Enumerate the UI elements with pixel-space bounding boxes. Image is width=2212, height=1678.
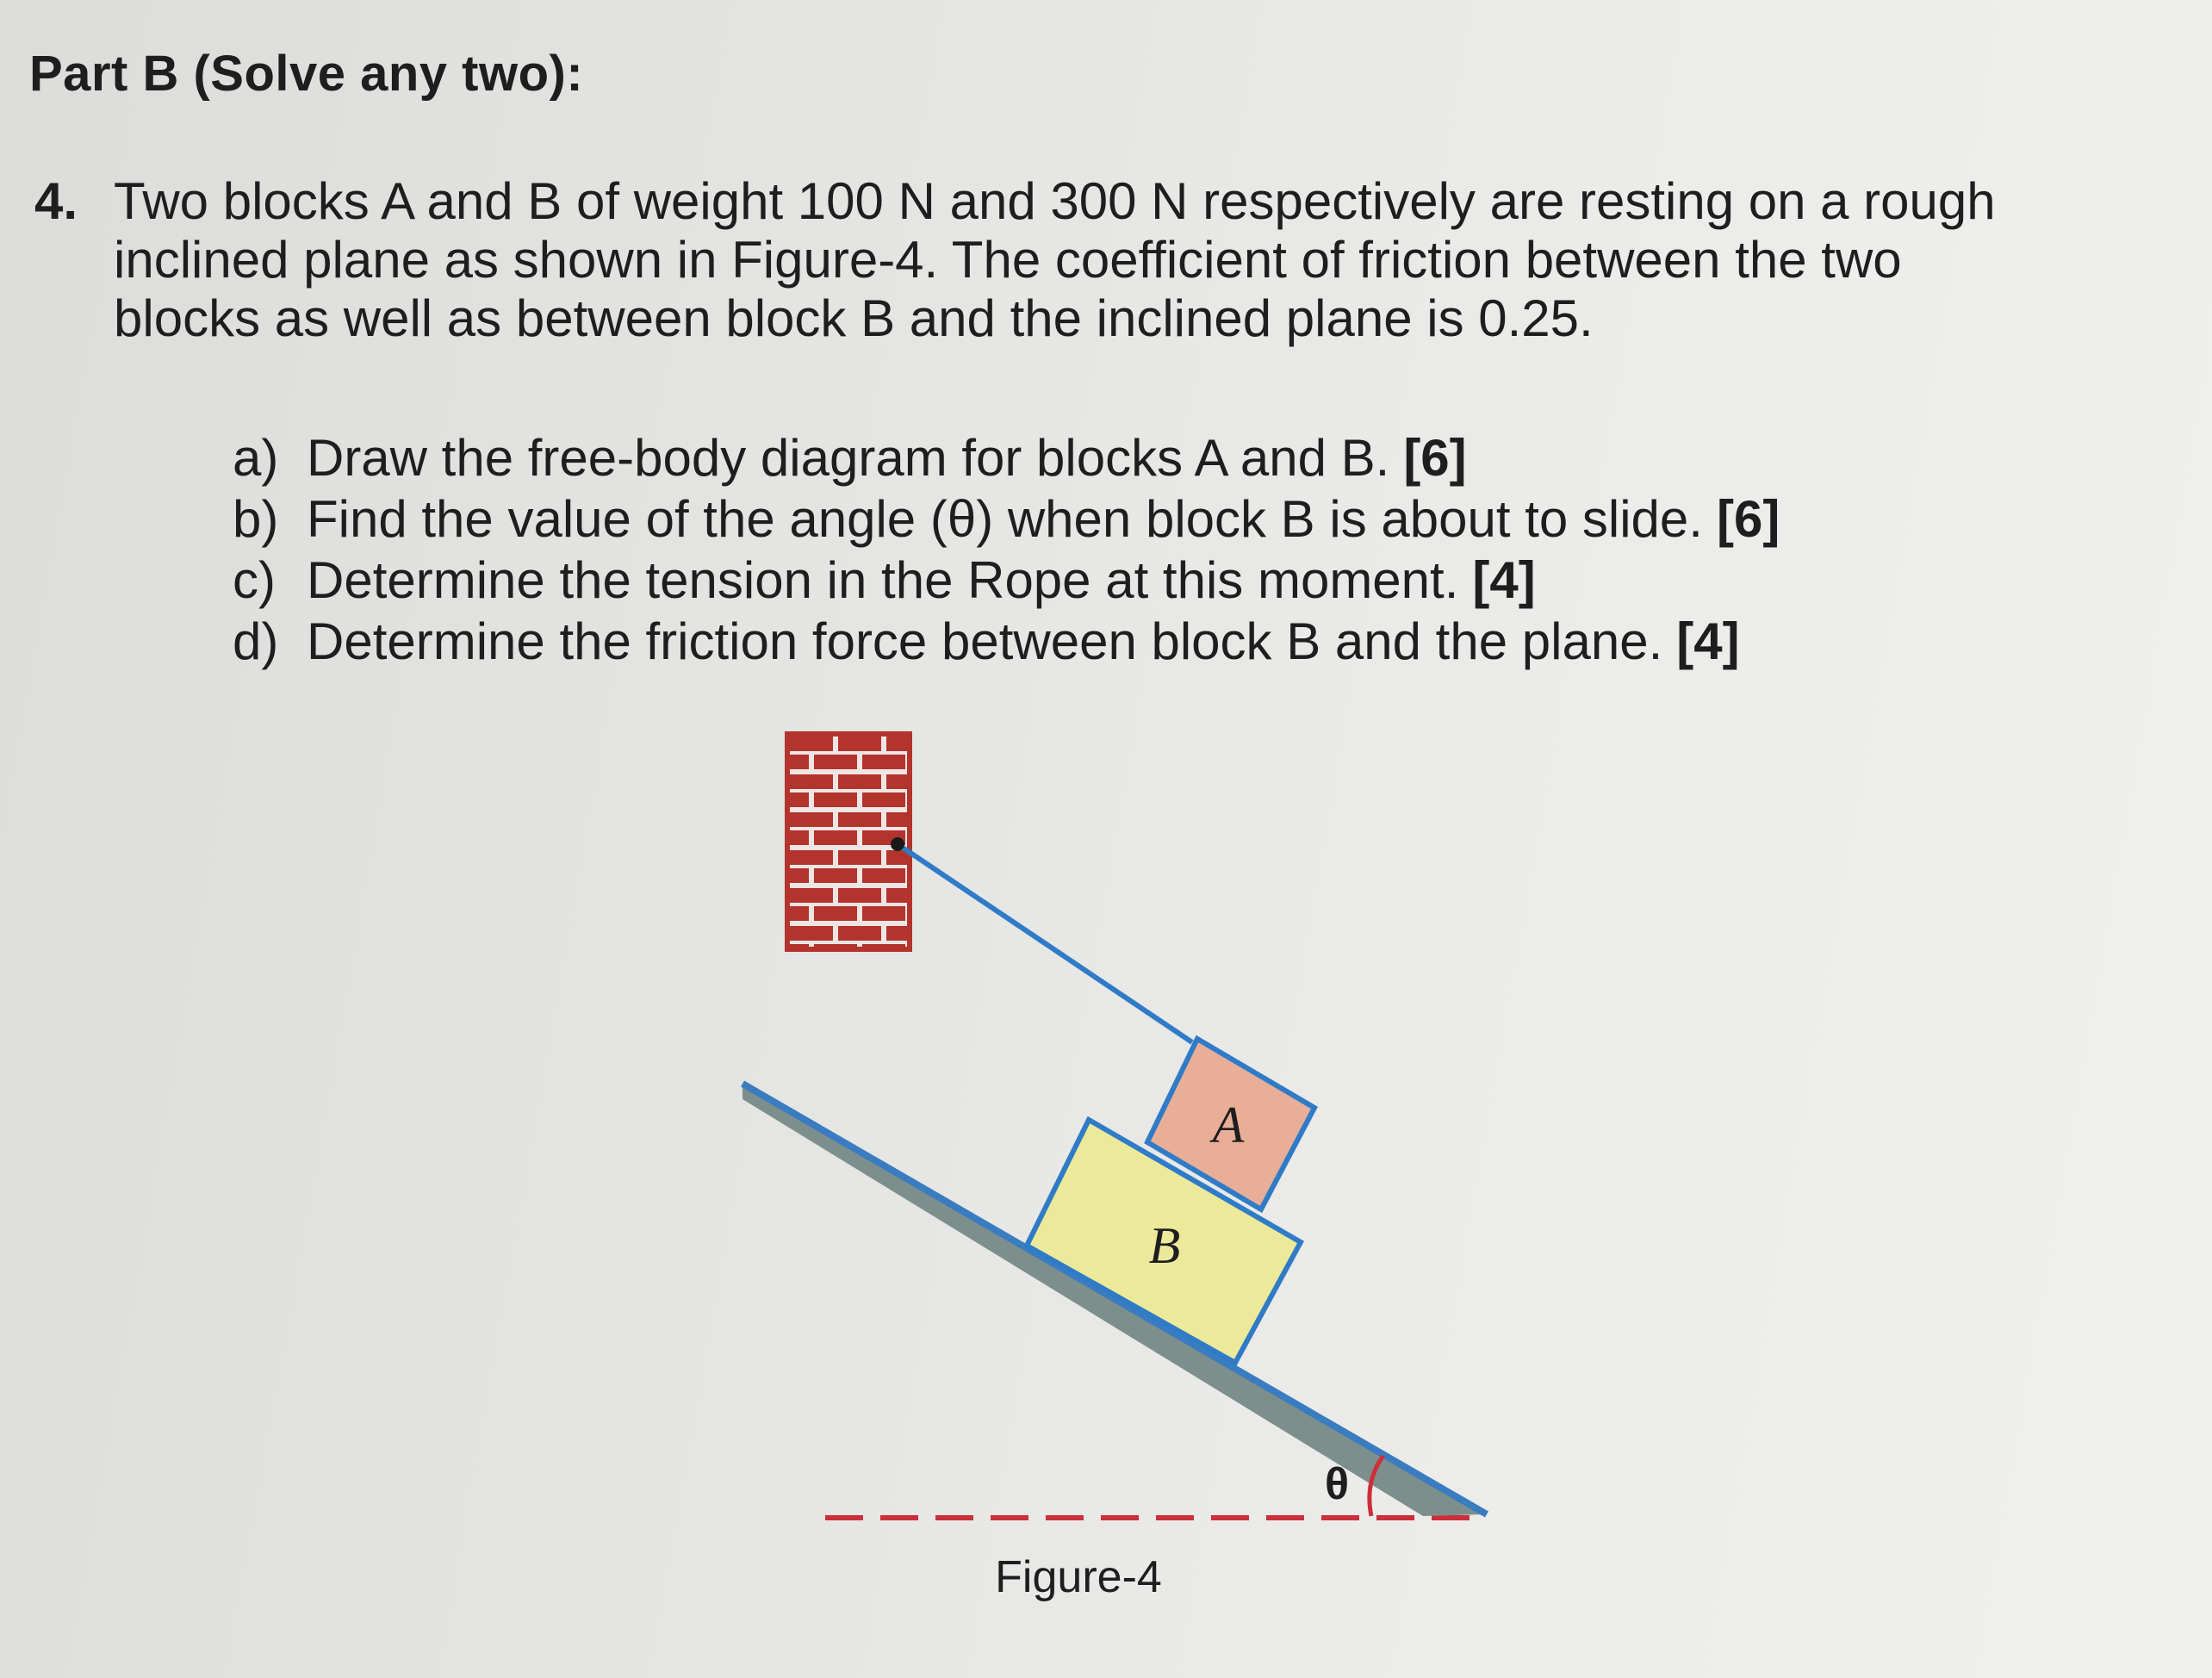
part-marks: [6] bbox=[1716, 490, 1780, 548]
block-b-label: B bbox=[1148, 1217, 1181, 1274]
part-letter: b) bbox=[233, 490, 279, 548]
part-text: Find the value of the angle (θ) when block B is about to slide. bbox=[307, 490, 1703, 548]
part-marks: [6] bbox=[1403, 429, 1467, 487]
part-letter: a) bbox=[233, 429, 279, 487]
part-marks: [4] bbox=[1472, 551, 1536, 609]
part-text: Draw the free-body diagram for blocks A and B. bbox=[307, 429, 1390, 487]
rope-anchor bbox=[891, 837, 904, 851]
part-text: Determine the friction force between block B and the plane. bbox=[307, 612, 1663, 670]
angle-label: θ bbox=[1324, 1459, 1350, 1509]
block-a-label: A bbox=[1212, 1097, 1245, 1153]
part-letter: c) bbox=[233, 551, 276, 609]
rope bbox=[898, 844, 1192, 1042]
question-text: Two blocks A and B of weight 100 N and 300 N respectively are resting on a rough inclined plane as shown in Figure-4. The coefficient of friction between the two blocks as well as between block B and the inclined plane is 0.25. bbox=[114, 172, 1996, 347]
page-heading: Part B (Solve any two): bbox=[29, 46, 584, 102]
part-text: Determine the tension in the Rope at this moment. bbox=[307, 551, 1459, 609]
question-number: 4. bbox=[34, 172, 78, 230]
part-letter: d) bbox=[233, 612, 279, 670]
part-marks: [4] bbox=[1676, 612, 1740, 670]
figure-caption: Figure-4 bbox=[995, 1552, 1162, 1602]
